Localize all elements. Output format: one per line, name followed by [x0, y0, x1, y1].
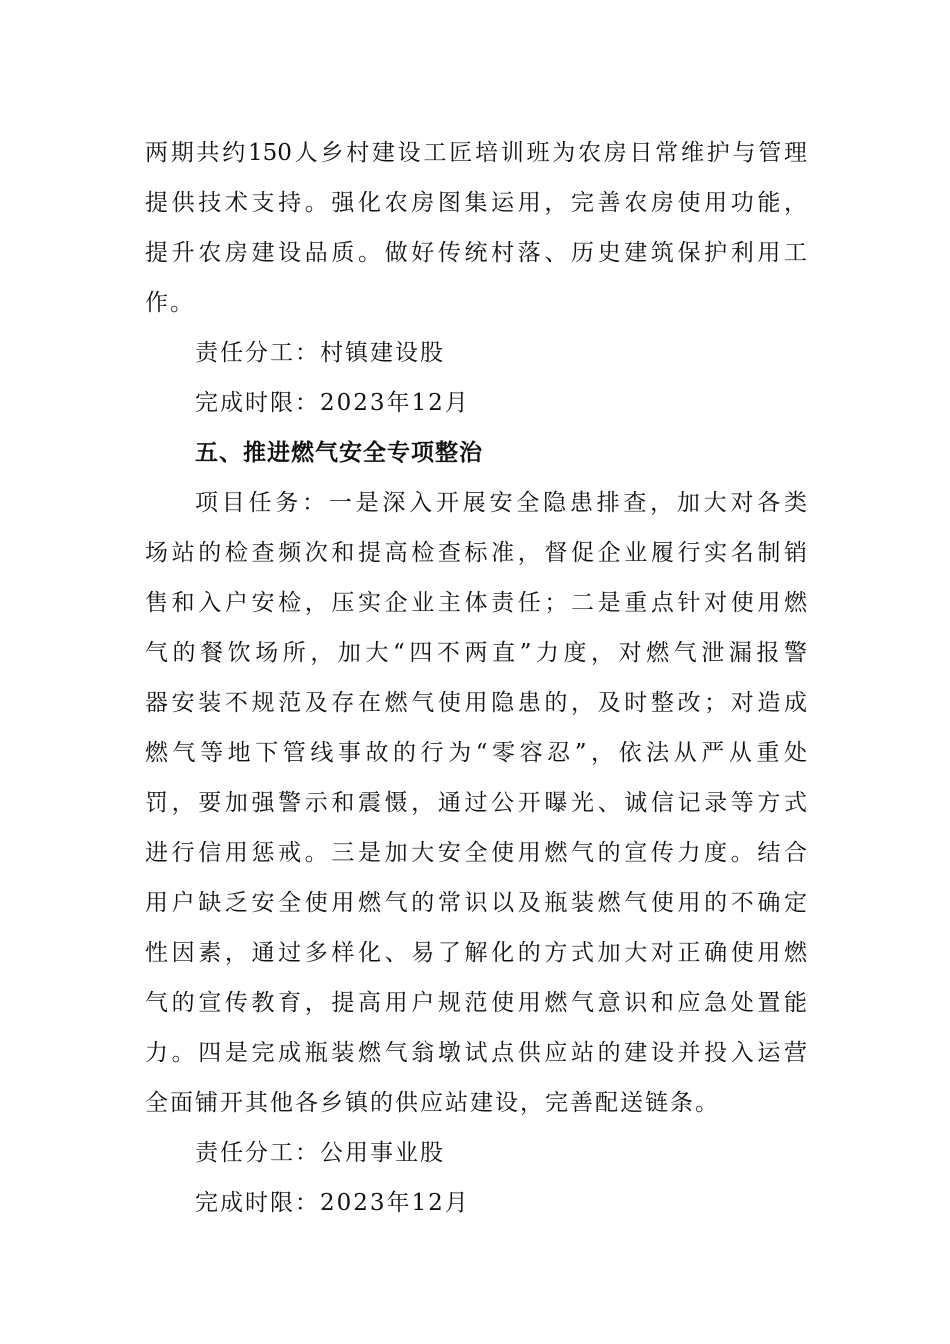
paragraph-1-line-1: 两期共约150人乡村建设工匠培训班为农房日常维护与管理	[145, 140, 807, 166]
paragraph-2-line-13: 全面铺开其他各乡镇的供应站建设，完善配送链条。	[145, 1090, 720, 1116]
responsibility-1: 责任分工：村镇建设股	[195, 340, 445, 366]
paragraph-2-line-3: 售和入户安检，压实企业主体责任；二是重点针对使用燃	[145, 590, 807, 616]
paragraph-2-line-1: 项目任务：一是深入开展安全隐患排查，加大对各类	[195, 490, 807, 516]
paragraph-2-line-7: 罚，要加强警示和震慑，通过公开曝光、诚信记录等方式	[145, 790, 807, 816]
paragraph-2-line-8: 进行信用惩戒。三是加大安全使用燃气的宣传力度。结合	[145, 840, 807, 866]
paragraph-1-line-4: 作。	[145, 290, 195, 316]
paragraph-2-line-10: 性因素，通过多样化、易了解化的方式加大对正确使用燃	[145, 940, 807, 966]
paragraph-1-line-2: 提供技术支持。强化农房图集运用，完善农房使用功能，	[145, 190, 807, 216]
deadline-1: 完成时限：2023年12月	[195, 390, 470, 416]
paragraph-2-line-12: 力。四是完成瓶装燃气翁墩试点供应站的建设并投入运营	[145, 1040, 807, 1066]
responsibility-2: 责任分工：公用事业股	[195, 1140, 445, 1166]
paragraph-2-line-11: 气的宣传教育，提高用户规范使用燃气意识和应急处置能	[145, 990, 807, 1016]
section-5-heading: 五、推进燃气安全专项整治	[195, 440, 483, 466]
paragraph-2-line-2: 场站的检查频次和提高检查标准，督促企业履行实名制销	[145, 540, 807, 566]
paragraph-1-line-3: 提升农房建设品质。做好传统村落、历史建筑保护利用工	[145, 240, 807, 266]
paragraph-2-line-4: 气的餐饮场所，加大“四不两直”力度，对燃气泄漏报警	[145, 640, 807, 666]
paragraph-2-line-9: 用户缺乏安全使用燃气的常识以及瓶装燃气使用的不确定	[145, 890, 807, 916]
paragraph-2-line-5: 器安装不规范及存在燃气使用隐患的，及时整改；对造成	[145, 690, 807, 716]
paragraph-2-line-6: 燃气等地下管线事故的行为“零容忍”，依法从严从重处	[145, 740, 807, 766]
deadline-2: 完成时限：2023年12月	[195, 1190, 470, 1216]
